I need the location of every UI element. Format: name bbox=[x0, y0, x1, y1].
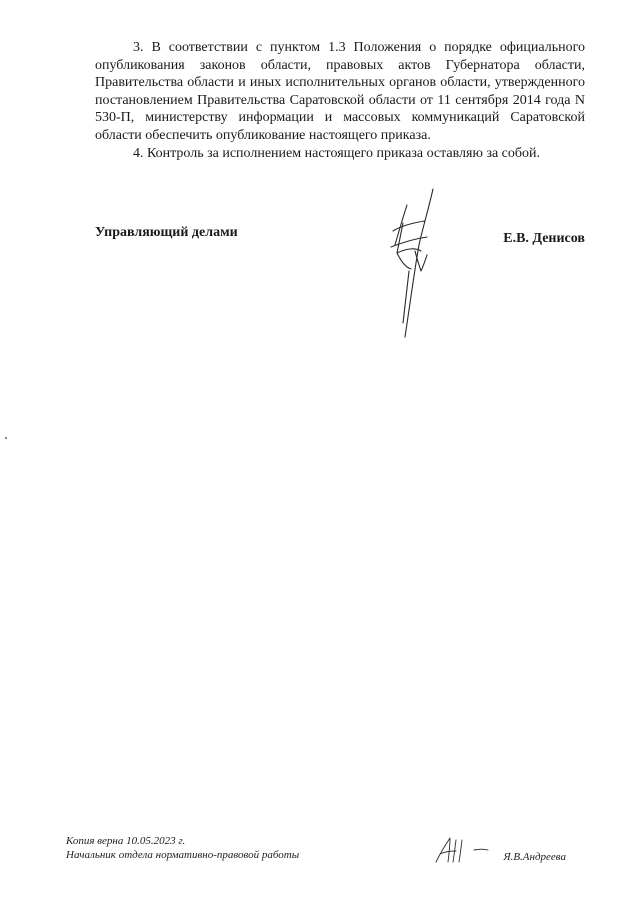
certifier-signature bbox=[434, 836, 489, 866]
position-line: Начальник отдела нормативно-правовой работы bbox=[66, 849, 300, 861]
signatory-title: Управляющий делами bbox=[95, 225, 238, 240]
signatory-name: Е.В. Денисов bbox=[503, 231, 585, 246]
paragraph-3: 3. В соответствии с пунктом 1.3 Положения о порядке официального опубликования законов области, правовых актов Губернатора области, Правительства области и иных исполнительных органов области, утвержденного постановлением Правительства Саратовской области от 11 сентября 2014 года N 530-П, министерству информации и массовых коммуникаций Саратовской области обеспечить опубликование настоящего приказа. bbox=[95, 40, 585, 143]
certifier-name: Я.В.Андреева bbox=[503, 851, 566, 863]
signature-block bbox=[95, 225, 585, 245]
scan-artifact bbox=[5, 437, 7, 439]
document-body bbox=[95, 39, 585, 162]
paragraph-4: 4. Контроль за исполнением настоящего приказа оставляю за собой. bbox=[133, 145, 541, 161]
copy-certified-line: Копия верна 10.05.2023 г. bbox=[66, 835, 186, 847]
copy-certification bbox=[66, 834, 576, 862]
handwritten-signature bbox=[385, 187, 445, 342]
